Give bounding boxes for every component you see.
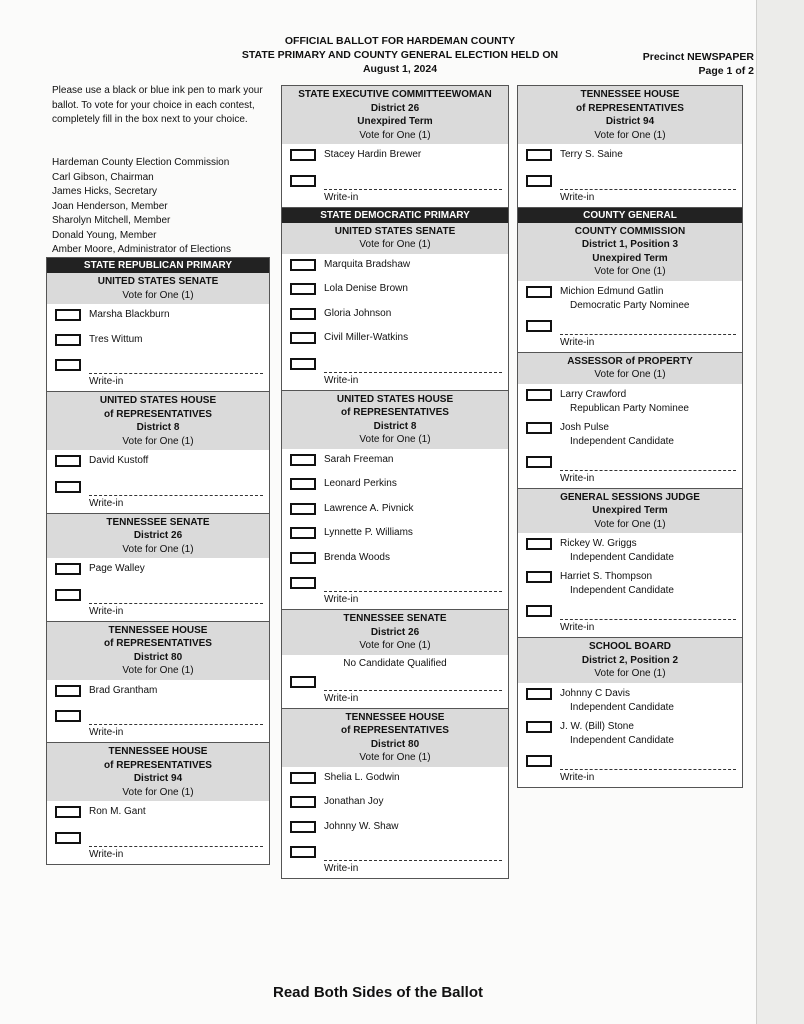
write-in-label: Write-in — [560, 622, 595, 633]
contest-title — [282, 709, 508, 752]
candidate-label — [560, 687, 674, 715]
write-in-line[interactable] — [89, 373, 263, 374]
voting-instructions: Please use a black or blue ink pen to mark your ballot. To vote for your choice in each contest, completely fill in the box next to your choice. — [52, 85, 263, 125]
contest-title — [47, 392, 269, 435]
contest-title — [282, 223, 508, 239]
vote-box[interactable] — [290, 478, 316, 490]
candidate-row — [282, 791, 508, 816]
write-in-line[interactable] — [560, 470, 736, 471]
vote-for-instruction: Vote for One (1) — [47, 543, 269, 559]
contest-title-line: of REPRESENTATIVES — [104, 408, 212, 420]
vote-box[interactable] — [526, 422, 552, 434]
vote-for-instruction: Vote for One (1) — [282, 433, 508, 449]
write-in-row — [282, 840, 508, 878]
contest — [46, 514, 270, 622]
vote-box[interactable] — [290, 821, 316, 833]
candidate-label — [324, 526, 413, 540]
write-in-label: Write-in — [324, 191, 359, 203]
candidate-label — [324, 502, 414, 516]
vote-for-instruction: Vote for One (1) — [47, 435, 269, 451]
candidate-party: Independent Candidate — [570, 701, 674, 713]
write-in-line[interactable] — [324, 189, 502, 190]
vote-box[interactable] — [290, 503, 316, 515]
candidate-name: Jonathan Joy — [324, 796, 384, 807]
candidate-row — [518, 417, 742, 450]
candidate-label — [89, 333, 143, 347]
vote-box[interactable] — [290, 552, 316, 564]
contest-title — [47, 622, 269, 665]
contest-title — [47, 273, 269, 289]
write-in-label: Write-in — [89, 848, 124, 860]
candidate-name: Terry S. Saine — [560, 149, 623, 160]
commission-line: Hardeman County Election Commission — [52, 157, 230, 168]
vote-box[interactable] — [526, 389, 552, 401]
candidate-row — [518, 566, 742, 599]
vote-for-instruction: Vote for One (1) — [47, 664, 269, 680]
candidate-row — [47, 680, 269, 705]
write-in-row — [47, 353, 269, 391]
vote-box[interactable] — [290, 454, 316, 466]
write-in-line[interactable] — [560, 189, 736, 190]
candidate-label — [89, 562, 145, 576]
contest-title — [518, 223, 742, 266]
candidate-name: Lynnette P. Williams — [324, 527, 413, 538]
ballot-column-1 — [46, 257, 270, 865]
vote-box[interactable] — [55, 455, 81, 467]
candidate-name: Marquita Bradshaw — [324, 258, 411, 270]
vote-box[interactable] — [526, 688, 552, 700]
ballot-header — [200, 34, 600, 76]
candidate-label — [324, 477, 397, 491]
candidate-row — [282, 498, 508, 523]
precinct-info — [643, 50, 754, 78]
contest-title — [282, 391, 508, 434]
vote-box[interactable] — [55, 806, 81, 818]
contest-title — [282, 610, 508, 639]
candidate-label — [560, 537, 674, 565]
contest-title-line: of REPRESENTATIVES — [104, 638, 212, 649]
ballot-column-3 — [517, 85, 743, 788]
contest-title-line: of REPRESENTATIVES — [576, 102, 684, 114]
commission-line: James Hicks, Secretary — [52, 186, 158, 197]
write-in-vote-box[interactable] — [526, 320, 552, 332]
write-in-line[interactable] — [560, 619, 736, 620]
write-in-vote-box[interactable] — [55, 832, 81, 844]
candidate-party: Independent Candidate — [570, 552, 674, 563]
vote-box[interactable] — [290, 527, 316, 539]
candidate-name: J. W. (Bill) Stone — [560, 720, 634, 732]
write-in-vote-box[interactable] — [290, 358, 316, 370]
vote-box[interactable] — [290, 332, 316, 344]
vote-for-instruction: Vote for One (1) — [518, 368, 742, 384]
candidate-label — [324, 307, 391, 321]
candidate-row — [282, 144, 508, 169]
candidate-label — [324, 148, 421, 162]
contest-title-line: UNITED STATES HOUSE — [336, 393, 454, 405]
contest — [517, 353, 743, 489]
candidate-name: Ron M. Gant — [89, 806, 146, 817]
contest-title-line: SCHOOL BOARD — [588, 641, 672, 652]
contest-title-line: District 26 — [370, 626, 420, 638]
contest-title-line: District 94 — [133, 773, 183, 784]
contest-title-line: Unexpired Term — [592, 252, 668, 264]
contest — [46, 622, 270, 744]
candidate-row — [282, 303, 508, 328]
contest — [281, 85, 509, 208]
candidate-party: Democratic Party Nominee — [570, 299, 690, 311]
contest-title-line: UNITED STATES HOUSE — [99, 395, 217, 406]
write-in-row — [518, 169, 742, 207]
vote-box[interactable] — [55, 334, 81, 346]
vote-box[interactable] — [526, 286, 552, 298]
write-in-label: Write-in — [324, 692, 359, 704]
write-in-row — [47, 826, 269, 864]
contest-title — [518, 489, 742, 518]
write-in-label: Write-in — [324, 594, 359, 605]
vote-for-instruction: Vote for One (1) — [282, 751, 508, 767]
candidate-row — [518, 683, 742, 716]
candidate-label — [560, 570, 674, 598]
ballot-footer: Read Both Sides of the Ballot — [272, 984, 483, 1001]
commission-line: Donald Young, Member — [52, 229, 157, 241]
candidate-name: Lawrence A. Pivnick — [324, 502, 414, 514]
contest-title-line: Unexpired Term — [357, 116, 433, 127]
contest-title — [518, 86, 742, 129]
write-in-vote-box[interactable] — [290, 846, 316, 858]
contest — [517, 85, 743, 208]
commission-line: Carl Gibson, Chairman — [52, 171, 154, 183]
candidate-name: Stacey Hardin Brewer — [324, 149, 422, 160]
write-in-row — [282, 169, 508, 207]
candidate-name: Civil Miller-Watkins — [324, 332, 409, 343]
candidate-name: Michion Edmund Gatlin — [560, 285, 664, 297]
contest-note: No Candidate Qualified — [343, 657, 447, 669]
vote-for-instruction: Vote for One (1) — [518, 129, 742, 145]
candidate-row — [47, 801, 269, 826]
write-in-vote-box[interactable] — [526, 175, 552, 187]
candidate-row — [282, 473, 508, 498]
contest-title-line: District 8 — [373, 420, 417, 432]
contest-title — [47, 743, 269, 786]
write-in-label: Write-in — [89, 727, 124, 738]
write-in-label: Write-in — [89, 605, 124, 617]
contest — [281, 610, 509, 709]
write-in-vote-box[interactable] — [290, 577, 316, 589]
contest-title-line: of REPRESENTATIVES — [341, 407, 449, 418]
contest-title-line: District 1, Position 3 — [581, 239, 679, 250]
contest — [517, 208, 743, 353]
vote-for-instruction: Vote for One (1) — [47, 786, 269, 802]
write-in-vote-box[interactable] — [55, 481, 81, 493]
vote-box[interactable] — [55, 685, 81, 697]
write-in-line[interactable] — [89, 603, 263, 604]
candidate-label — [324, 453, 393, 467]
contest — [46, 743, 270, 865]
commission-line: Joan Henderson, Member — [52, 200, 168, 212]
write-in-vote-box[interactable] — [526, 456, 552, 468]
election-commission — [52, 156, 274, 258]
write-in-line[interactable] — [89, 495, 263, 496]
candidate-label — [89, 454, 148, 468]
candidate-name: Tres Wittum — [89, 333, 143, 345]
vote-box[interactable] — [290, 259, 316, 271]
vote-for-instruction: Vote for One (1) — [282, 639, 508, 655]
candidate-party: Republican Party Nominee — [570, 402, 689, 414]
write-in-label: Write-in — [560, 771, 595, 783]
contest-title-line: TENNESSEE SENATE — [343, 613, 447, 624]
write-in-row — [518, 749, 742, 787]
candidate-name: Sarah Freeman — [324, 453, 394, 465]
contest-title — [518, 353, 742, 369]
candidate-row — [47, 450, 269, 475]
write-in-label: Write-in — [560, 472, 595, 484]
candidate-name: Marsha Blackburn — [89, 309, 170, 320]
candidate-label — [324, 795, 384, 809]
write-in-label: Write-in — [89, 497, 124, 509]
candidate-party: Independent Candidate — [570, 734, 674, 746]
candidate-row — [518, 144, 742, 169]
contest-title-line: of REPRESENTATIVES — [104, 759, 212, 771]
vote-for-instruction: Vote for One (1) — [518, 518, 742, 534]
contest — [46, 257, 270, 392]
candidate-label — [89, 805, 146, 819]
contest-title-line: TENNESSEE SENATE — [106, 516, 210, 528]
ballot-column-2 — [281, 85, 509, 879]
contest — [281, 709, 509, 880]
section-band: STATE DEMOCRATIC PRIMARY — [282, 208, 508, 223]
contest-title — [282, 86, 508, 129]
vote-for-instruction: Vote for One (1) — [282, 129, 508, 145]
vote-box[interactable] — [526, 571, 552, 583]
write-in-vote-box[interactable] — [526, 605, 552, 617]
candidate-label — [560, 421, 674, 449]
candidate-name: Shelia L. Godwin — [324, 771, 400, 783]
vote-box[interactable] — [526, 538, 552, 550]
candidate-name: Lola Denise Brown — [324, 283, 408, 294]
candidate-name: Johnny C Davis — [560, 687, 631, 699]
contest-title-line: ASSESSOR of PROPERTY — [567, 355, 693, 367]
candidate-label — [324, 820, 398, 834]
write-in-line[interactable] — [89, 724, 263, 725]
candidate-row — [518, 533, 742, 566]
contest-title-line: TENNESSEE HOUSE — [108, 746, 208, 757]
contest-title-line: COUNTY COMMISSION — [574, 225, 686, 237]
contest-title-line: TENNESSEE HOUSE — [345, 711, 445, 723]
candidate-row — [282, 278, 508, 303]
write-in-vote-box[interactable] — [290, 175, 316, 187]
write-in-row — [282, 571, 508, 609]
write-in-vote-box[interactable] — [526, 755, 552, 767]
candidate-party: Independent Candidate — [570, 585, 674, 596]
contest-title-line: District 80 — [133, 651, 183, 663]
contest-title-line: STATE EXECUTIVE COMMITTEEWOMAN — [298, 89, 492, 100]
write-in-line[interactable] — [89, 846, 263, 847]
write-in-row — [518, 314, 742, 352]
contest — [281, 391, 509, 611]
candidate-row — [282, 449, 508, 474]
contest-title-line: District 26 — [133, 530, 183, 541]
contest-title-line: of REPRESENTATIVES — [341, 725, 449, 736]
write-in-vote-box[interactable] — [55, 710, 81, 722]
section-band: STATE REPUBLICAN PRIMARY — [47, 258, 269, 273]
vote-for-instruction: Vote for One (1) — [518, 265, 742, 281]
write-in-line[interactable] — [324, 860, 502, 861]
vote-for-instruction: Vote for One (1) — [47, 289, 269, 305]
vote-box[interactable] — [290, 796, 316, 808]
contest-title-line: TENNESSEE HOUSE — [108, 624, 208, 636]
contest-title-line: District 2, Position 2 — [581, 654, 679, 666]
vote-box[interactable] — [526, 149, 552, 161]
contest-title-line: UNITED STATES SENATE — [334, 225, 456, 237]
vote-for-instruction: Vote for One (1) — [518, 667, 742, 683]
vote-box[interactable] — [290, 308, 316, 320]
candidate-name: Brad Grantham — [89, 684, 158, 696]
candidate-label — [560, 388, 689, 416]
candidate-label — [89, 308, 170, 322]
contest-title-line: District 8 — [136, 422, 180, 433]
candidate-row — [47, 329, 269, 354]
contest-title-line: District 80 — [370, 738, 420, 750]
commission-line: Sharolyn Mitchell, Member — [52, 215, 171, 226]
candidate-row — [518, 716, 742, 749]
write-in-vote-box[interactable] — [290, 676, 316, 688]
header-line-3: August 1, 2024 — [362, 63, 438, 75]
candidate-name: David Kustoff — [89, 455, 149, 466]
candidate-row — [282, 816, 508, 841]
write-in-line[interactable] — [324, 372, 502, 373]
write-in-label: Write-in — [560, 191, 595, 203]
candidate-label — [324, 331, 408, 345]
write-in-label: Write-in — [324, 863, 359, 874]
candidate-label — [324, 771, 400, 785]
candidate-name: Page Walley — [89, 563, 145, 574]
section-band: COUNTY GENERAL — [518, 208, 742, 223]
write-in-row — [47, 583, 269, 621]
contest-title-line: GENERAL SESSIONS JUDGE — [560, 491, 700, 503]
vote-box[interactable] — [55, 309, 81, 321]
candidate-label — [560, 720, 674, 748]
candidate-name: Josh Pulse — [560, 421, 609, 433]
contest-title — [518, 638, 742, 667]
write-in-line[interactable] — [324, 591, 502, 592]
contest — [517, 638, 743, 788]
write-in-row — [282, 352, 508, 390]
contest — [46, 392, 270, 514]
candidate-label — [560, 285, 689, 313]
contest — [281, 208, 509, 391]
header-line-1: OFFICIAL BALLOT FOR HARDEMAN COUNTY — [284, 35, 516, 47]
page-number: Page 1 of 2 — [698, 65, 754, 77]
write-in-row — [47, 475, 269, 513]
candidate-party: Independent Candidate — [570, 435, 674, 447]
write-in-label: Write-in — [324, 374, 359, 386]
contest-title — [47, 514, 269, 543]
page-edge — [756, 0, 804, 1024]
write-in-vote-box[interactable] — [55, 589, 81, 601]
candidate-name: Gloria Johnson — [324, 307, 392, 319]
candidate-label — [324, 258, 410, 272]
candidate-name: Leonard Perkins — [324, 478, 397, 489]
candidate-label — [89, 684, 157, 698]
header-line-2: STATE PRIMARY AND COUNTY GENERAL ELECTION HELD ON — [241, 49, 559, 61]
candidate-name: Harriet S. Thompson — [560, 571, 653, 582]
write-in-line[interactable] — [560, 769, 736, 770]
vote-box[interactable] — [290, 772, 316, 784]
candidate-row — [518, 384, 742, 417]
contest-title-line: Unexpired Term — [592, 505, 668, 516]
vote-box[interactable] — [290, 149, 316, 161]
vote-for-instruction: Vote for One (1) — [282, 238, 508, 254]
candidate-row — [47, 304, 269, 329]
candidate-row — [518, 281, 742, 314]
candidate-name: Johnny W. Shaw — [324, 820, 399, 832]
candidate-label — [560, 148, 623, 162]
candidate-name: Rickey W. Griggs — [560, 538, 637, 549]
write-in-vote-box[interactable] — [55, 359, 81, 371]
vote-box[interactable] — [290, 283, 316, 295]
write-in-row — [518, 450, 742, 488]
candidate-row — [47, 558, 269, 583]
contest-title-line: District 26 — [370, 102, 420, 114]
commission-line: Amber Moore, Administrator of Elections — [52, 244, 231, 255]
write-in-label: Write-in — [89, 376, 124, 387]
write-in-line[interactable] — [324, 690, 502, 691]
write-in-row — [282, 670, 508, 708]
candidate-row — [282, 327, 508, 352]
candidate-row — [282, 522, 508, 547]
candidate-row — [282, 767, 508, 792]
candidate-row — [282, 547, 508, 572]
contest — [517, 489, 743, 639]
write-in-line[interactable] — [560, 334, 736, 335]
contest-title-line: TENNESSEE HOUSE — [580, 89, 680, 100]
precinct-label: Precinct NEWSPAPER — [642, 51, 754, 63]
vote-box[interactable] — [55, 563, 81, 575]
candidate-row — [282, 254, 508, 279]
contest-title-line: UNITED STATES SENATE — [97, 276, 219, 287]
candidate-label — [324, 551, 390, 565]
contest-title-line: District 94 — [605, 116, 655, 127]
candidate-name: Larry Crawford — [560, 388, 627, 400]
candidate-name: Brenda Woods — [324, 551, 390, 563]
vote-box[interactable] — [526, 721, 552, 733]
candidate-label — [324, 282, 408, 296]
write-in-row — [518, 599, 742, 637]
write-in-label: Write-in — [560, 336, 595, 348]
write-in-row — [47, 704, 269, 742]
